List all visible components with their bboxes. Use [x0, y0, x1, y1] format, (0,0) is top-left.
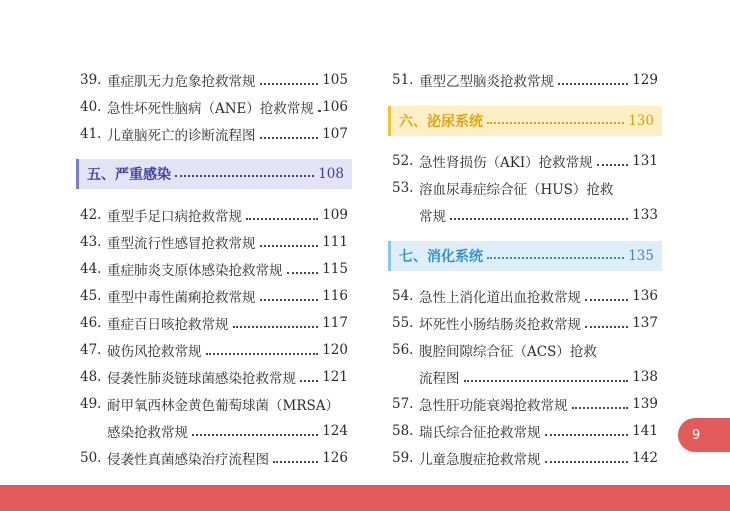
entry-number: 45.: [80, 288, 102, 304]
entry-title: 坏死性小肠结肠炎抢救常规: [419, 317, 581, 333]
entry-page: 111: [322, 234, 348, 250]
toc-entry[interactable]: [392, 148, 658, 174]
entry-page: 141: [632, 423, 658, 439]
entry-page: 121: [322, 369, 348, 385]
entry-title: 流程图: [419, 371, 460, 387]
entry-number: 49.: [80, 396, 102, 412]
leader-dots: [464, 379, 629, 382]
section-header-severe-infection[interactable]: [76, 159, 352, 189]
leader-dots: [260, 298, 319, 301]
entry-page: 126: [322, 450, 348, 466]
leader-dots: [206, 352, 319, 355]
entry-page: 138: [632, 369, 658, 385]
entry-page: 109: [322, 207, 348, 223]
toc-entry[interactable]: [80, 202, 348, 228]
entry-page: 133: [632, 207, 658, 223]
toc-entry-continuation[interactable]: [392, 202, 658, 228]
entry-page: 106: [322, 99, 348, 115]
section-title: 五、严重感染: [87, 167, 171, 183]
entry-title: 重型手足口病抢救常规: [107, 209, 242, 225]
toc-entry[interactable]: [80, 256, 348, 282]
entry-number: 59.: [392, 450, 414, 466]
entry-number: 57.: [392, 396, 414, 412]
toc-entry[interactable]: [80, 391, 348, 417]
entry-title: 重型乙型脑炎抢救常规: [419, 74, 554, 90]
toc-entry[interactable]: [80, 229, 348, 255]
leader-dots: [287, 271, 319, 274]
leader-dots: [273, 460, 318, 463]
entry-number: 39.: [80, 72, 102, 88]
leader-dots: [487, 257, 624, 259]
entry-page: 124: [322, 423, 348, 439]
entry-number: 48.: [80, 369, 102, 385]
leader-dots: [487, 122, 624, 124]
entry-number: 52.: [392, 153, 414, 169]
entry-page: 142: [632, 450, 658, 466]
leader-dots: [585, 325, 628, 328]
entry-page: 116: [322, 288, 348, 304]
toc-entry-continuation[interactable]: [80, 418, 348, 444]
leader-dots: [558, 82, 628, 85]
entry-title: 重型中毒性菌痢抢救常规: [107, 290, 256, 306]
entry-page: 117: [322, 315, 348, 331]
section-title: 六、泌尿系统: [399, 114, 483, 130]
leader-dots: [597, 163, 629, 166]
toc-entry[interactable]: [80, 337, 348, 363]
toc-entry[interactable]: [392, 445, 658, 471]
section-header-digestive[interactable]: [388, 241, 662, 271]
page-number-tab: [678, 418, 730, 452]
toc-entry[interactable]: [80, 94, 348, 120]
entry-page: 136: [632, 288, 658, 304]
entry-number: 40.: [80, 99, 102, 115]
toc-entry[interactable]: [392, 67, 658, 93]
section-page: 130: [628, 113, 654, 129]
leader-dots: [545, 460, 629, 463]
entry-number: 58.: [392, 423, 414, 439]
entry-title: 儿童脑死亡的诊断流程图: [107, 128, 256, 144]
page-number: 9: [692, 427, 701, 443]
entry-title: 瑞氏综合征抢救常规: [419, 425, 541, 441]
entry-title: 侵袭性肺炎链球菌感染抢救常规: [107, 371, 296, 387]
leader-dots: [260, 82, 319, 85]
entry-page: 139: [632, 396, 658, 412]
toc-entry-continuation[interactable]: [392, 364, 658, 390]
entry-title: 侵袭性真菌感染治疗流程图: [107, 452, 269, 468]
section-page: 108: [318, 166, 344, 182]
leader-dots: [300, 379, 318, 382]
leader-dots: [545, 433, 629, 436]
toc-entry[interactable]: [80, 121, 348, 147]
entry-page: 120: [322, 342, 348, 358]
entry-page: 107: [322, 126, 348, 142]
entry-title: 重症百日咳抢救常规: [107, 317, 229, 333]
entry-page: 105: [322, 72, 348, 88]
entry-number: 54.: [392, 288, 414, 304]
entry-title: 急性肾损伤（AKI）抢救常规: [419, 155, 593, 171]
entry-page: 129: [632, 72, 658, 88]
leader-dots: [585, 298, 628, 301]
entry-title: 腹腔间隙综合征（ACS）抢救: [419, 344, 597, 360]
entry-title: 常规: [419, 209, 446, 225]
toc-entry[interactable]: [392, 283, 658, 309]
entry-number: 47.: [80, 342, 102, 358]
entry-number: 41.: [80, 126, 102, 142]
entry-page: 137: [632, 315, 658, 331]
toc-entry[interactable]: [80, 67, 348, 93]
entry-title: 耐甲氧西林金黄色葡萄球菌（MRSA）: [107, 398, 339, 414]
entry-number: 56.: [392, 342, 414, 358]
entry-title: 急性肝功能衰竭抢救常规: [419, 398, 568, 414]
leader-dots: [246, 217, 318, 220]
toc-entry[interactable]: [392, 418, 658, 444]
toc-entry[interactable]: [392, 175, 658, 201]
leader-dots: [260, 136, 319, 139]
toc-entry[interactable]: [392, 337, 658, 363]
entry-title: 儿童急腹症抢救常规: [419, 452, 541, 468]
entry-title: 破伤风抢救常规: [107, 344, 202, 360]
entry-title: 重症肌无力危象抢救常规: [107, 74, 256, 90]
toc-entry[interactable]: [80, 283, 348, 309]
entry-number: 51.: [392, 72, 414, 88]
toc-entry[interactable]: [80, 310, 348, 336]
leader-dots: [260, 244, 319, 247]
entry-number: 44.: [80, 261, 102, 277]
entry-number: 55.: [392, 315, 414, 331]
toc-entry[interactable]: [392, 391, 658, 417]
toc-entry[interactable]: [80, 445, 348, 471]
entry-number: 50.: [80, 450, 102, 466]
section-page: 135: [628, 248, 654, 264]
entry-title: 重症肺炎支原体感染抢救常规: [107, 263, 283, 279]
leader-dots: [572, 406, 629, 409]
entry-title: 感染抢救常规: [107, 425, 188, 441]
leader-dots: [175, 175, 314, 177]
leader-dots: [450, 217, 628, 220]
entry-number: 42.: [80, 207, 102, 223]
entry-number: 53.: [392, 180, 414, 196]
entry-title: 急性坏死性脑病（ANE）抢救常规: [107, 101, 314, 117]
toc-entry[interactable]: [392, 310, 658, 336]
leader-dots: [233, 325, 319, 328]
entry-title: 重型流行性感冒抢救常规: [107, 236, 256, 252]
leader-dots: [192, 433, 318, 436]
footer-band: [0, 485, 730, 511]
toc-entry[interactable]: [80, 364, 348, 390]
entry-title: 溶血尿毒症综合征（HUS）抢救: [419, 182, 614, 198]
entry-page: 115: [322, 261, 348, 277]
entry-page: 131: [632, 153, 658, 169]
entry-number: 46.: [80, 315, 102, 331]
entry-title: 急性上消化道出血抢救常规: [419, 290, 581, 306]
section-header-urinary[interactable]: [388, 106, 662, 136]
entry-number: 43.: [80, 234, 102, 250]
section-title: 七、消化系统: [399, 249, 483, 265]
